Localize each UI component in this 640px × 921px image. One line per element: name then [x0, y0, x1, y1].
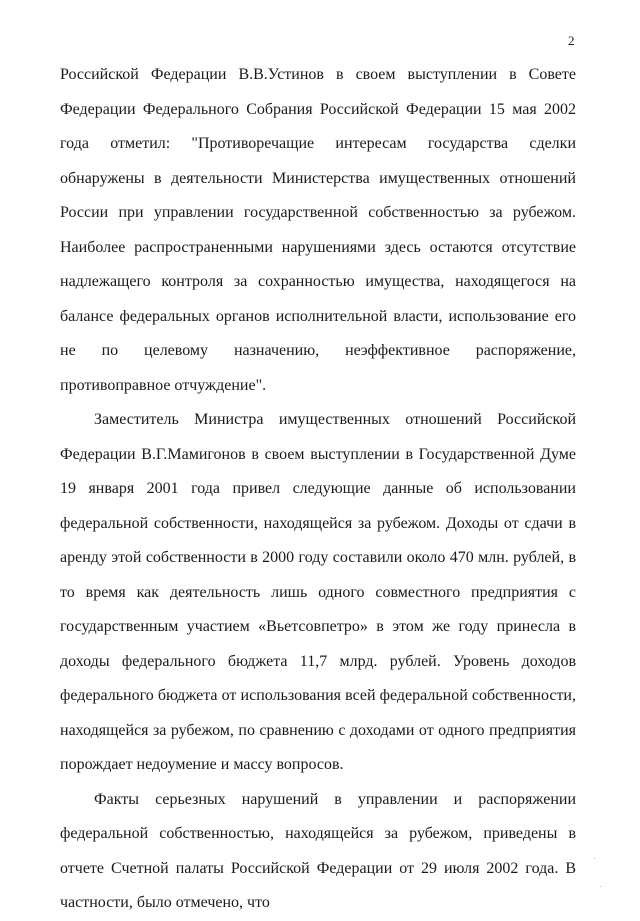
page-number: 2 — [568, 33, 575, 48]
paragraph-3: Факты серьезных нарушений в управлении и распоряжении федеральной собственностью, находящейся за рубежом, приведены в отчете Счетной палаты Российской Федерации от 29 июля 2002 года. В частности, было отмечено, что — [60, 790, 576, 911]
paragraph-1: Российской Федерации В.В.Устинов в своем выступлении в Совете Федерации Федерального Собрания Российской Федерации 15 мая 2002 года отметил: "Противоречащие интересам государства сделки обнаружены в деятельности Министерства имущественных отношений России при управлении государственной собственностью за рубежом. Наиболее распространенными нарушениями здесь остаются отсутствие надлежащего контроля за сохранностью имущества, находящегося на балансе федеральных органов исполнительной власти, использование его не по целевому назначению, неэффективное распоряжение, противоправное отчуждение". — [60, 66, 576, 394]
scan-speck — [600, 886, 601, 887]
scan-speck — [594, 858, 595, 859]
document-body — [60, 58, 576, 921]
paragraph-2: Заместитель Министра имущественных отношений Российской Федерации В.Г.Мамигонов в своем выступлении в Государственной Думе 19 января 2001 года привел следующие данные об использовании федеральной собственности, находящейся за рубежом. Доходы от сдачи в аренду этой собственности в 2000 году составили около 470 млн. рублей, в то время как деятельность лишь одного совместного предприятия с государственным участием «Вьетсовпетро» в этом же году принесла в доходы федерального бюджета 11,7 млрд. рублей. Уровень доходов федерального бюджета от использования всей федеральной собственности, находящейся за рубежом, по сравнению с доходами от одного предприятия порождает недоумение и массу вопросов. — [60, 411, 576, 773]
